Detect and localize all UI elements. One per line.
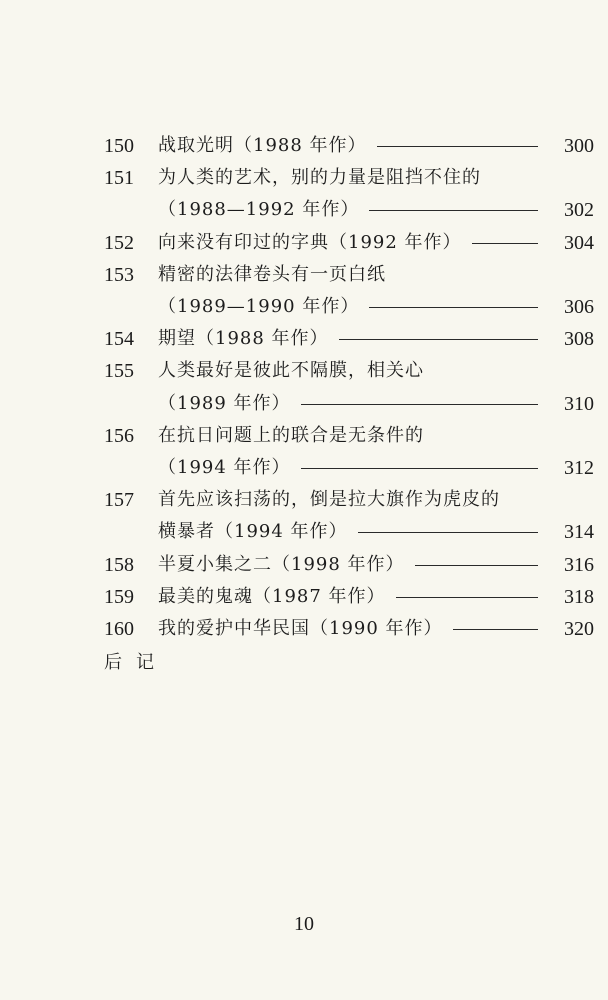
leader-line (377, 146, 538, 147)
entry-page-number: 300 (564, 135, 594, 157)
entry-line (0, 549, 608, 581)
toc-entry (0, 581, 608, 613)
entry-title: 为人类的艺术，别的力量是阻挡不住的 (158, 167, 481, 189)
entry-number: 157 (104, 489, 134, 512)
entry-line (0, 227, 608, 259)
entry-page-number: 310 (564, 392, 594, 415)
leader-line (369, 307, 538, 308)
entry-title: 战取光明（1988 年作） (158, 135, 367, 156)
toc-entry (0, 227, 608, 259)
entry-number: 160 (104, 618, 134, 640)
entry-line (0, 162, 608, 194)
entry-number: 156 (104, 424, 134, 447)
entry-title: 人类最好是彼此不隔膜，相关心 (158, 360, 424, 382)
toc-entry (0, 259, 608, 323)
entry-title: （1989 年作） (158, 392, 291, 414)
entry-title: 首先应该扫荡的，倒是拉大旗作为虎皮的 (158, 489, 500, 511)
entry-line (0, 613, 608, 645)
entry-number: 155 (104, 360, 134, 383)
entry-line (0, 291, 608, 323)
entry-line (0, 130, 608, 162)
entry-title: 我的爱护中华民国（1990 年作） (158, 618, 443, 639)
entry-line (0, 355, 608, 387)
entry-title: 最美的鬼魂（1987 年作） (158, 585, 386, 607)
entry-title: 横暴者（1994 年作） (158, 521, 348, 543)
entry-number: 153 (104, 263, 134, 286)
entry-title: （1988—1992 年作） (158, 199, 360, 221)
toc-entry (0, 130, 608, 162)
leader-line (301, 468, 538, 469)
entry-title: 期望（1988 年作） (158, 328, 329, 350)
toc-entry (0, 613, 608, 645)
entry-number: 158 (104, 553, 134, 576)
entry-page-number: 312 (564, 456, 594, 479)
toc-entry (0, 162, 608, 226)
entry-number: 159 (104, 585, 134, 608)
entry-page-number: 308 (564, 328, 594, 351)
leader-line (415, 565, 538, 566)
entry-title: 精密的法律卷头有一页白纸 (158, 263, 386, 285)
leader-line (339, 339, 538, 340)
leader-line (358, 532, 538, 533)
leader-line (301, 404, 538, 405)
entry-number: 150 (104, 135, 134, 157)
entry-title: 在抗日问题上的联合是无条件的 (158, 424, 424, 446)
toc-entry (0, 549, 608, 581)
entry-line (0, 388, 608, 420)
afterword-entry: 后记 (104, 652, 168, 673)
entry-page-number: 306 (564, 295, 594, 318)
entry-title: （1994 年作） (158, 456, 291, 478)
entry-number: 152 (104, 231, 134, 254)
entry-line (0, 581, 608, 613)
leader-line (453, 629, 538, 630)
toc-entry (0, 484, 608, 548)
entry-line (0, 420, 608, 452)
entry-page-number: 320 (564, 618, 594, 640)
entry-title: （1989—1990 年作） (158, 295, 360, 317)
toc-entry (0, 420, 608, 484)
leader-line (396, 597, 538, 598)
page-number: 10 (294, 913, 314, 935)
entry-line (0, 323, 608, 355)
entry-page-number: 304 (564, 231, 594, 254)
leader-line (369, 210, 538, 211)
entry-page-number: 302 (564, 199, 594, 222)
entry-number: 151 (104, 167, 134, 190)
entry-line (0, 484, 608, 516)
entry-title: 半夏小集之二（1998 年作） (158, 553, 405, 575)
entry-line (0, 194, 608, 226)
toc-entry (0, 323, 608, 355)
entry-line (0, 452, 608, 484)
entry-page-number: 314 (564, 521, 594, 544)
entry-line (0, 259, 608, 291)
entry-page-number: 316 (564, 553, 594, 576)
leader-line (472, 243, 538, 244)
entry-number: 154 (104, 328, 134, 351)
entry-line (0, 516, 608, 548)
entry-title: 向来没有印过的字典（1992 年作） (158, 231, 462, 253)
toc-entry (0, 355, 608, 419)
entry-page-number: 318 (564, 585, 594, 608)
